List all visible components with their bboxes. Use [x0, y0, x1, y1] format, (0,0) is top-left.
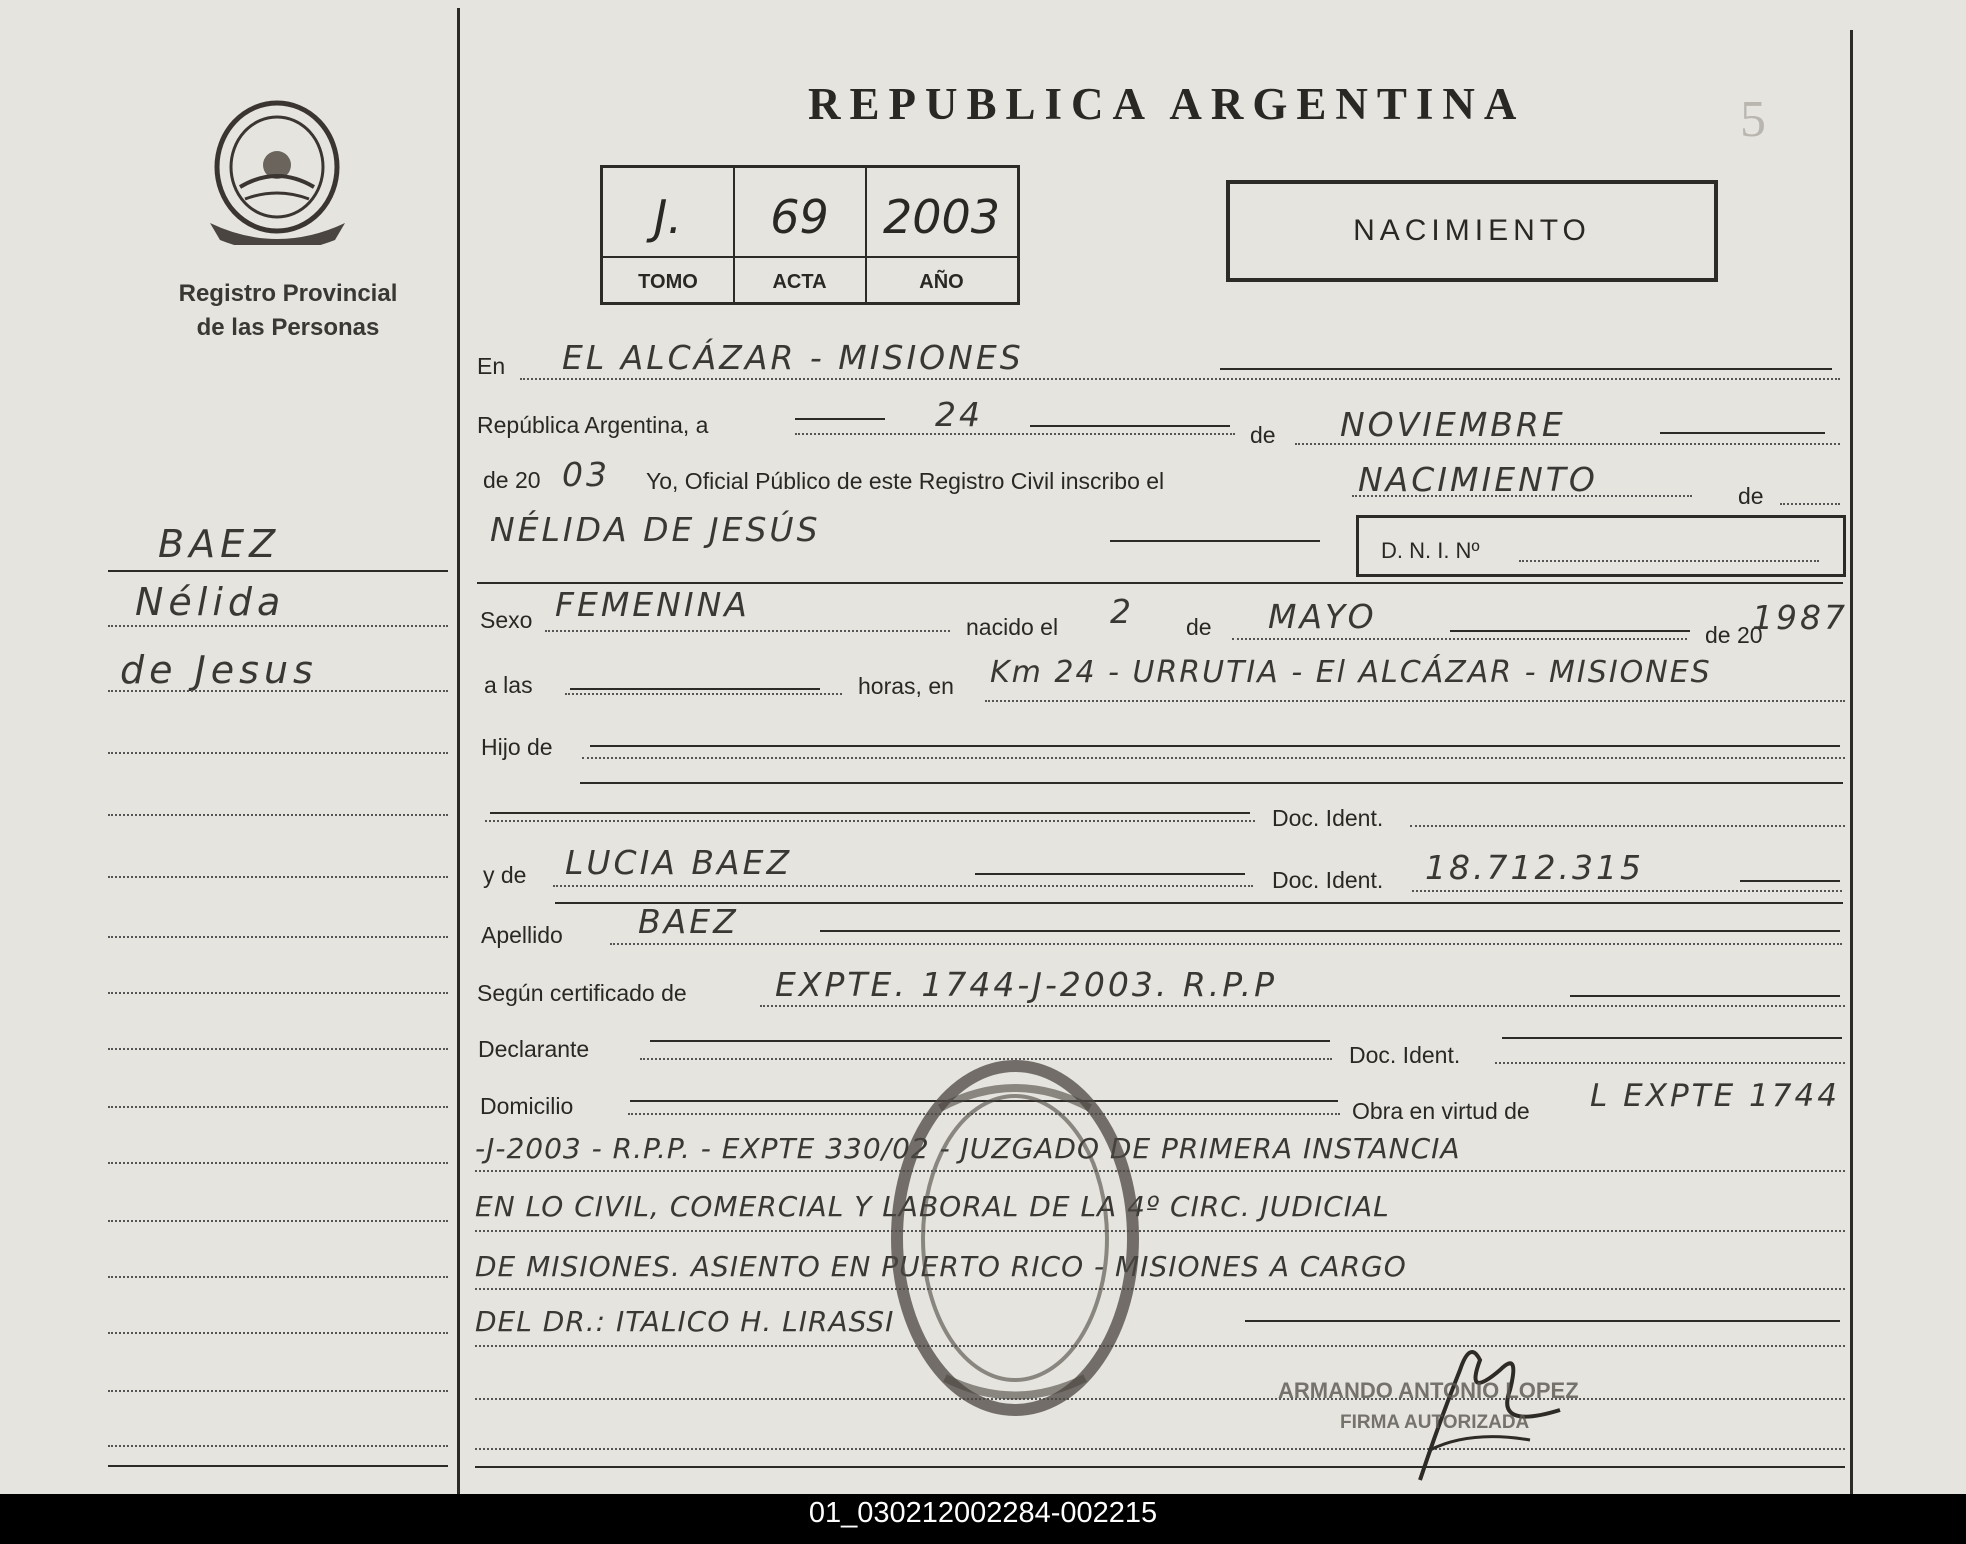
note-line-2: EN LO CIVIL, COMERCIAL Y LABORAL DE LA 4º CIRC. JUDICIAL [475, 1190, 1390, 1223]
mother-doc: 18.712.315 [1425, 848, 1644, 887]
page-title: REPUBLICA ARGENTINA [808, 79, 1526, 129]
margin-given-2: de Jesus [120, 648, 318, 692]
provincial-seal-icon [205, 95, 350, 245]
registry-name-line1: Registro Provincial [178, 280, 398, 307]
birth-year-prefix: de 20 [1705, 622, 1763, 648]
note-line-4: DEL DR.: ITALICO H. LIRASSI [475, 1305, 895, 1338]
declarante-label: Declarante [478, 1036, 590, 1062]
acta-value: 69 [770, 190, 829, 244]
ano-label: AÑO [919, 271, 964, 293]
dni-box [1356, 515, 1846, 577]
right-border-line [1850, 30, 1853, 1494]
alas-label: a las [484, 672, 533, 698]
acta-label: ACTA [772, 271, 827, 293]
en-value: EL ALCÁZAR - MISIONES [562, 338, 1024, 377]
document-type-box [1226, 180, 1718, 282]
tomo-cell [603, 168, 735, 302]
en-label: En [477, 353, 506, 379]
tomo-label: TOMO [638, 271, 698, 293]
note-line-3: DE MISIONES. ASIENTO EN PUERTO RICO - MISIONES A CARGO [475, 1250, 1407, 1283]
signature-icon [1270, 1330, 1690, 1490]
margin-rule [108, 570, 448, 572]
tomo-value: J. [653, 190, 683, 244]
acta-cell [734, 168, 867, 302]
left-margin-divider [457, 8, 460, 1494]
dni-label: D. N. I. Nº [1381, 538, 1480, 563]
ano-cell [866, 168, 1017, 302]
document-type-label: NACIMIENTO [1353, 214, 1591, 247]
segun-value: EXPTE. 1744-J-2003. R.P.P [775, 965, 1278, 1004]
ano-value: 2003 [882, 190, 1001, 244]
registry-name-line2: de las Personas [196, 314, 380, 341]
de-label-month: de [1250, 422, 1276, 448]
record-number-table [600, 165, 1020, 305]
margin-given-1: Nélida [135, 580, 286, 624]
obra-label: Obra en virtud de [1352, 1098, 1530, 1124]
corner-page-mark: 5 [1740, 91, 1766, 148]
inscribe-value: NACIMIENTO [1358, 460, 1598, 499]
apellido-value: BAEZ [638, 902, 739, 941]
birth-year: 1987 [1752, 598, 1848, 637]
domicilio-label: Domicilio [480, 1093, 574, 1119]
note-line-1: -J-2003 - R.P.P. - EXPTE 330/02 - JUZGADO DE PRIMERA INSTANCIA [475, 1132, 1461, 1165]
birth-day: 2 [1110, 592, 1134, 631]
image-code: 01_030212002284-002215 [808, 1497, 1158, 1529]
doc-ident-label-2: Doc. Ident. [1272, 867, 1384, 893]
doc-ident-label-1: Doc. Ident. [1272, 805, 1384, 831]
place-value: Km 24 - URRUTIA - El ALCÁZAR - MISIONES [990, 655, 1712, 690]
hijo-label: Hijo de [481, 734, 553, 760]
name-value: NÉLIDA DE JESÚS [490, 510, 821, 549]
obra-value: L EXPTE 1744 [1590, 1078, 1840, 1114]
de-label-birth: de [1186, 614, 1212, 640]
nacido-label: nacido el [966, 614, 1059, 640]
month-value: NOVIEMBRE [1340, 405, 1566, 444]
signature-stamp-line1: ARMANDO ANTONIO LOPEZ [1278, 1378, 1579, 1403]
apellido-label: Apellido [481, 922, 563, 948]
official-stamp-icon [885, 1048, 1145, 1428]
sexo-label: Sexo [480, 607, 533, 633]
republica-label: República Argentina, a [477, 412, 709, 438]
yo-text: Yo, Oficial Público de este Registro Civil inscribo el [646, 468, 1165, 494]
horas-label: horas, en [858, 673, 954, 699]
de-label-name: de [1738, 483, 1764, 509]
signature-stamp-line2: FIRMA AUTORIZADA [1340, 1412, 1530, 1433]
year-prefix: de 20 [483, 467, 541, 493]
yde-label: y de [483, 862, 527, 888]
mother-value: LUCIA BAEZ [565, 843, 793, 882]
year-value: 03 [562, 455, 610, 494]
margin-surname: BAEZ [158, 522, 281, 566]
birth-month: MAYO [1268, 597, 1377, 636]
segun-label: Según certificado de [477, 980, 687, 1006]
day-value: 24 [935, 395, 983, 434]
doc-ident-label-3: Doc. Ident. [1349, 1042, 1461, 1068]
sexo-value: FEMENINA [555, 585, 750, 624]
